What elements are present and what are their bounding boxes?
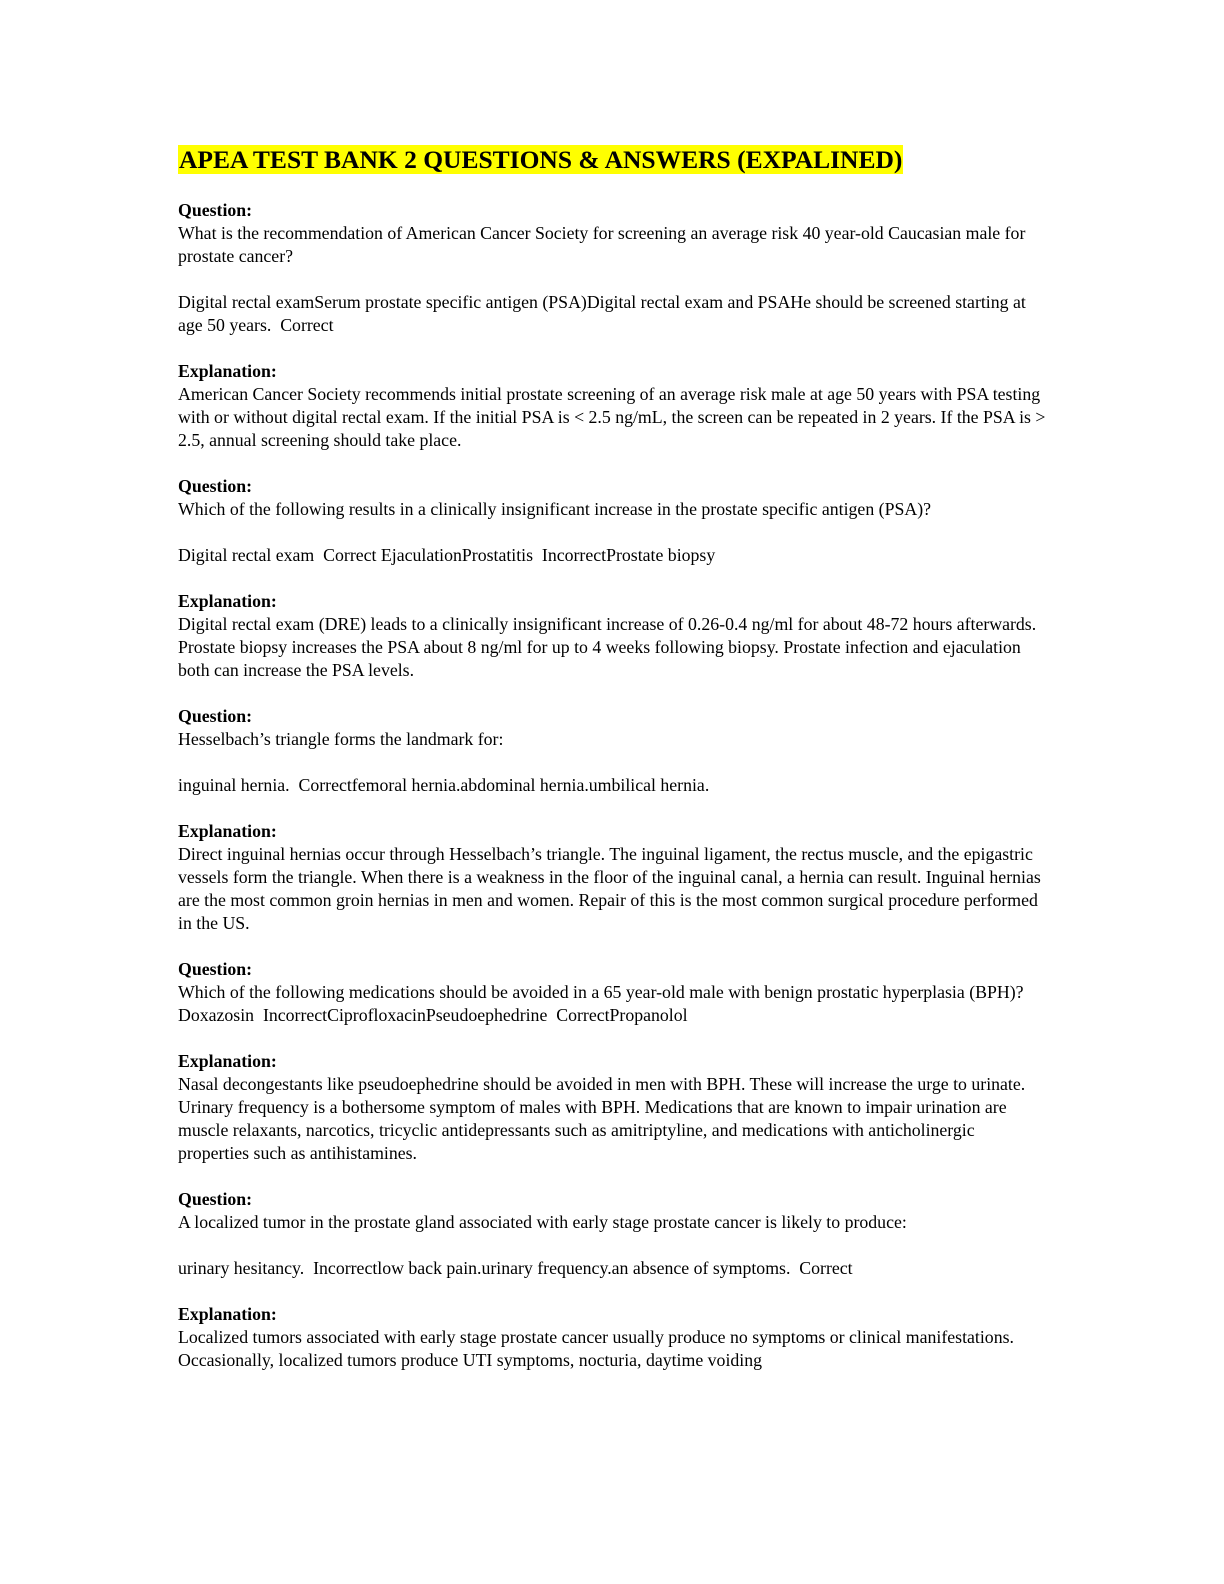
question-text: Hesselbach’s triangle forms the landmark for: (178, 729, 504, 749)
answer-options: inguinal hernia. Correctfemoral hernia.abdominal hernia.umbilical hernia. (178, 775, 710, 795)
answer-options: Digital rectal examSerum prostate specific antigen (PSA)Digital rectal exam and PSAHe should be screened starting at age 50 years. Correct (178, 292, 1031, 335)
answer-options: urinary hesitancy. Incorrectlow back pain.urinary frequency.an absence of symptoms. Correct (178, 1258, 853, 1278)
question-text: Which of the following results in a clinically insignificant increase in the prostate specific antigen (PSA)? (178, 499, 932, 519)
explanation-label: Explanation: (178, 1304, 277, 1324)
explanation-text: Direct inguinal hernias occur through Hesselbach’s triangle. The inguinal ligament, the rectus muscle, and the epigastric vessels form the triangle. When there is a weakness in the floor of the inguinal canal, a hernia can result. Inguinal hernias are the most common groin hernias in men and women. Repair of this is the most common surgical procedure performed in the US. (178, 844, 1041, 933)
question-text: Which of the following medications should be avoided in a 65 year-old male with benign prostatic hyperplasia (BPH)? (178, 982, 1024, 1002)
explanation-text: American Cancer Society recommends initial prostate screening of an average risk male at age 50 years with PSA testing with or without digital rectal exam. If the initial PSA is < 2.5 ng/mL, the screen can be repeated in 2 years. If the PSA is > 2.5, annual screening should take place. (178, 384, 1046, 450)
explanation-label: Explanation: (178, 1051, 277, 1071)
document-title (178, 142, 1048, 178)
qa-item-4 (178, 958, 1048, 1165)
document-page (178, 142, 1048, 1372)
qa-item-3 (178, 705, 1048, 935)
question-label: Question: (178, 476, 253, 496)
qa-item-2 (178, 475, 1048, 682)
question-text: What is the recommendation of American Cancer Society for screening an average risk 40 year-old Caucasian male for prostate cancer? (178, 223, 1026, 266)
explanation-text: Localized tumors associated with early stage prostate cancer usually produce no symptoms or clinical manifestations. Occasionally, localized tumors produce UTI symptoms, nocturia, daytime voiding (178, 1327, 1014, 1370)
question-label: Question: (178, 1189, 253, 1209)
question-label: Question: (178, 959, 253, 979)
qa-item-1 (178, 199, 1048, 452)
answer-options: Doxazosin IncorrectCiprofloxacinPseudoephedrine CorrectPropanolol (178, 1005, 688, 1025)
qa-item-5 (178, 1188, 1048, 1372)
explanation-label: Explanation: (178, 821, 277, 841)
document-title-text: APEA TEST BANK 2 QUESTIONS & ANSWERS (EXPALINED) (179, 145, 903, 174)
explanation-label: Explanation: (178, 591, 277, 611)
explanation-label: Explanation: (178, 361, 277, 381)
explanation-text: Digital rectal exam (DRE) leads to a clinically insignificant increase of 0.26-0.4 ng/ml for about 48-72 hours afterwards. Prostate biopsy increases the PSA about 8 ng/ml for up to 4 weeks following biopsy. Prostate infection and ejaculation both can increase the PSA levels. (178, 614, 1037, 680)
question-text: A localized tumor in the prostate gland associated with early stage prostate cancer is likely to produce: (178, 1212, 907, 1232)
answer-options: Digital rectal exam Correct EjaculationProstatitis IncorrectProstate biopsy (178, 545, 716, 565)
explanation-text: Nasal decongestants like pseudoephedrine should be avoided in men with BPH. These will increase the urge to urinate. Urinary frequency is a bothersome symptom of males with BPH. Medications that are known to impair urination are muscle relaxants, narcotics, tricyclic antidepressants such as amitriptyline, and medications with anticholinergic properties such as antihistamines. (178, 1074, 1026, 1163)
question-label: Question: (178, 706, 253, 726)
question-label: Question: (178, 200, 253, 220)
